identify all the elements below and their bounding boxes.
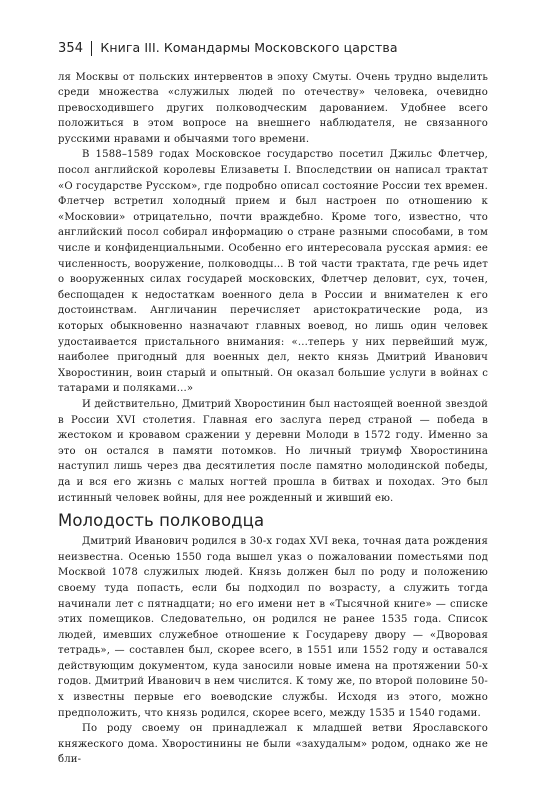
paragraph: По роду своему он принадлежал к младшей ветви Ярославского княжеского дома. Хворостинины не были «захудалым» родом, однако же не бли- [58,723,488,766]
body-text [58,70,488,769]
paragraph: ля Москвы от польских интервентов в эпоху Смуты. Очень трудно выделить среди множества «служилых людей по отечеству» человека, очевидно превосходившего других полководческим дарованием. Удобнее всего положиться в этом вопросе на внешнего наблюдателя, не связанного русскими нравами и обычаями того времени. [58,71,488,145]
running-head-title: Книга III. Командармы Московского царства [100,40,398,55]
paragraph: И действительно, Дмитрий Хворостинин был настоящей военной звездой в России XVI столетия. Главная его заслуга перед страной — победа в жестоком и кровавом сражении у деревни Молоди в 1572 году. Именно за это он остался в памяти потомков. Но личный триумф Хворостинина наступил лишь через два десятилетия после памятно молодинской победы, да и вся его жизнь с малых ногтей прошла в битвах и походах. Это был истинный человек войны, для нее рожденный и живший ею. [58,398,488,504]
running-head [58,40,398,56]
paragraph: Дмитрий Иванович родился в 30-х годах XVI века, точная дата рождения неизвестна. Осенью 1550 года вышел указ о пожаловании поместьями под Москвой 1078 служилых людей. Князь должен был по роду и положению своему туда попасть, если бы подходил по возрасту, а служить тогда начинали лет с пятнадцати; но его имени нет в «Тысячной книге» — списке этих помещиков. Следовательно, он родился не ранее 1535 года. Список людей, имевших служебное отношение к Государеву двору — «Дворовая тетрадь», — составлен был, скорее всего, в 1551 или 1552 году и оставался действующим документом, куда заносили новые имена на протяжении 50-х годов. Дмитрий Иванович в нем числится. К тому же, по второй половине 50-х известны первые его воеводские службы. Исходя из этого, можно предположить, что князь родился, скорее всего, между 1535 и 1540 годами. [58,536,488,719]
paragraph: В 1588–1589 годах Московское государство посетил Джильс Флетчер, посол английской королевы Елизаветы I. Впоследствии он написал трактат «О государстве Русском», где подробно описал состояние России тех времен. Флетчер встретил холодный прием и был настроен по отношению к «Московии» отрицательно, почти враждебно. Кроме того, известно, что английский посол собирал информацию о стране разными способами, в том числе и конфиденциальными. Особенно его интересовала русская армия: ее численность, вооружение, полководцы... В той части трактата, где речь идет о вооруженных силах государей московских, Флетчер деловит, сух, точен, беспощаден к недостаткам военного дела в России и внимателен к его достоинствам. Англичанин перечисляет аристократические рода, из которых обыкновенно назначают главных воевод, но лишь один человек удостаивается пристального внимания: «...теперь у них первейший муж, наиболее пригодный для военных дел, некто князь Дмитрий Иванович Хворостинин, воин старый и опытный. Он оказал большие услуги в войнах с татарами и поляками...» [58,149,488,395]
page-number: 354 [58,41,84,56]
section-heading: Молодость полководца [58,511,265,531]
header-divider [91,41,92,56]
